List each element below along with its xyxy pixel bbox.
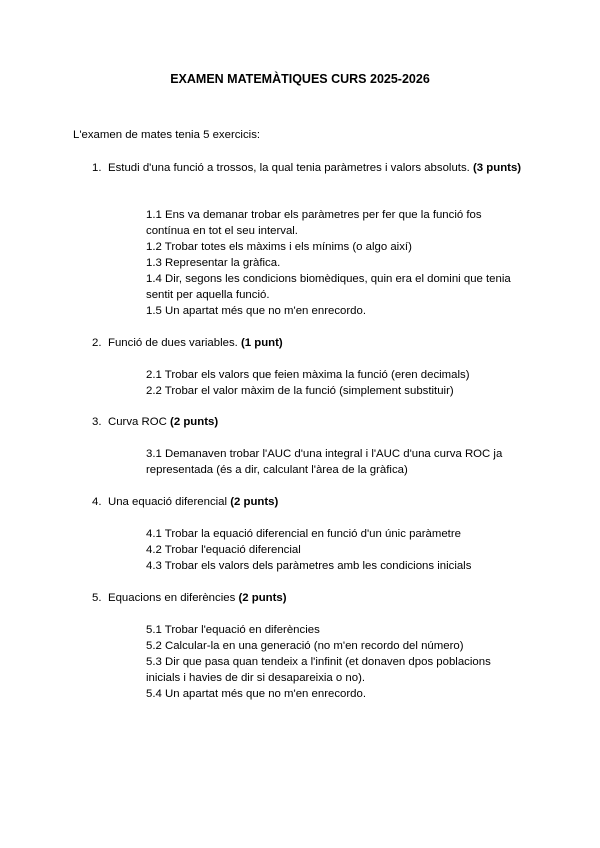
exercise-points: (2 punts) xyxy=(230,496,279,508)
exercise-text: Funció de dues variables. xyxy=(108,337,241,349)
exercise-3 xyxy=(92,414,542,430)
document-title: EXAMEN MATEMÀTIQUES CURS 2025-2026 xyxy=(170,72,430,86)
exercise-number: 4. xyxy=(92,496,102,508)
sub-item: 5.1 Trobar l'equació en diferències xyxy=(146,624,320,636)
sub-item: 1.3 Representar la gràfica. xyxy=(146,257,281,269)
exercise-text: Equacions en diferències xyxy=(108,592,239,604)
exercise-points: (1 punt) xyxy=(240,337,283,349)
sub-item: 2.1 Trobar els valors que feien màxima la funció (eren decimals) xyxy=(146,369,470,381)
exercise-2 xyxy=(92,335,542,351)
sub-item: 1.2 Trobar totes els màxims i els mínims (o algo així) xyxy=(146,241,412,253)
sub-item: 5.4 Un apartat més que no m'en enrecordo. xyxy=(146,688,366,700)
sub-item: 1.5 Un apartat més que no m'en enrecordo. xyxy=(146,305,366,317)
exercise-2-items xyxy=(146,367,526,399)
exercise-1-items xyxy=(146,207,526,319)
sub-item: 3.1 Demanaven trobar l'AUC d'una integral i l'AUC d'una curva ROC ja representada (és a dir, calculant l'àrea de la gràfica) xyxy=(146,448,503,476)
sub-item: 4.2 Trobar l'equació diferencial xyxy=(146,544,301,556)
sub-item: 4.1 Trobar la equació diferencial en funció d'un únic paràmetre xyxy=(146,528,461,540)
exercise-text: Curva ROC xyxy=(108,416,171,428)
sub-item: 5.3 Dir que pasa quan tendeix a l'infinit (et donaven dpos poblacions inicials i havies de dir si desapareixia o no). xyxy=(146,656,491,684)
exercise-number: 2. xyxy=(92,337,102,349)
sub-item: 1.1 Ens va demanar trobar els paràmetres per fer que la funció fos contínua en tot el seu interval. xyxy=(146,209,482,237)
exercise-1 xyxy=(92,160,542,176)
exercise-points: (2 punts) xyxy=(170,416,219,428)
sub-item: 2.2 Trobar el valor màxim de la funció (simplement substituir) xyxy=(146,385,454,397)
exercise-number: 5. xyxy=(92,592,102,604)
sub-item: 5.2 Calcular-la en una generació (no m'en recordo del número) xyxy=(146,640,464,652)
exercise-number: 3. xyxy=(92,416,102,428)
exercise-points: (3 punts) xyxy=(472,162,522,174)
sub-item: 4.3 Trobar els valors dels paràmetres amb les condicions inicials xyxy=(146,560,472,572)
exercise-text: Estudi d'una funció a trossos, la qual tenia paràmetres i valors absoluts. xyxy=(108,162,473,174)
exercise-number: 1. xyxy=(92,162,102,174)
exercise-text: Una equació diferencial xyxy=(108,496,231,508)
exercise-5 xyxy=(92,590,542,606)
exercise-5-items xyxy=(146,622,526,702)
exercise-points: (2 punts) xyxy=(238,592,287,604)
exercise-3-items xyxy=(146,446,526,478)
exercise-4-items xyxy=(146,526,526,574)
intro-text: L'examen de mates tenia 5 exercicis: xyxy=(73,129,261,141)
exercise-4 xyxy=(92,494,542,510)
sub-item: 1.4 Dir, segons les condicions biomèdiques, quin era el domini que tenia sentit per aquella funció. xyxy=(146,273,511,301)
